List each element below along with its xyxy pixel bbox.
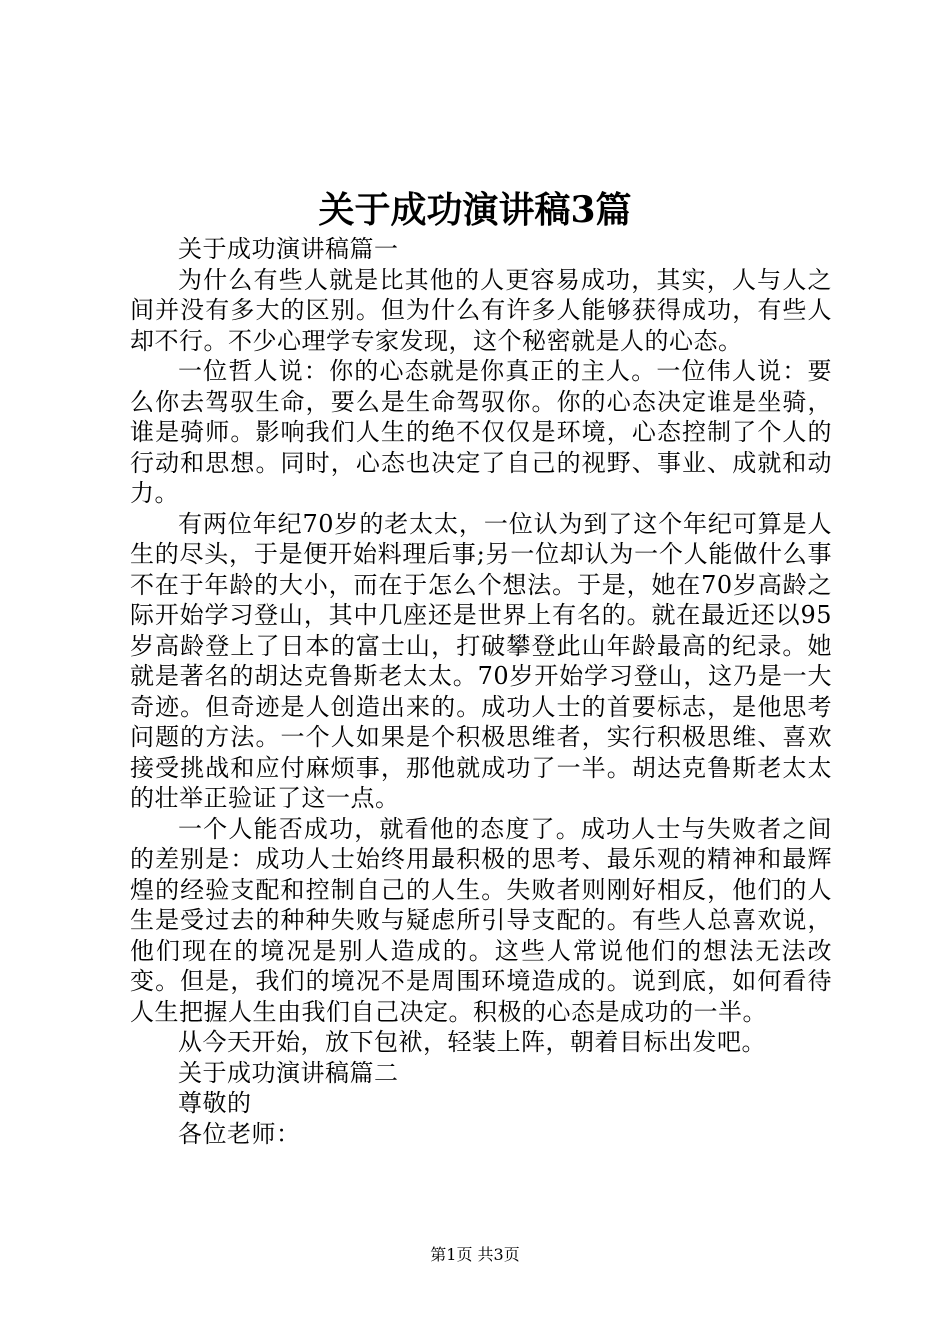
document-body xyxy=(130,234,832,1149)
document-title: 关于成功演讲稿3篇 xyxy=(318,189,632,231)
body-paragraph: 从今天开始，放下包袱，轻装上阵，朝着目标出发吧。 xyxy=(178,1028,766,1056)
section-heading-two: 关于成功演讲稿篇二 xyxy=(178,1058,399,1087)
page-footer: 第1页 共3页 xyxy=(430,1245,520,1264)
body-paragraph: 一个人能否成功，就看他的态度了。成功人士与失败者之间的差别是：成功人士始终用最积极的思考、最乐观的精神和最辉煌的经验支配和控制自己的人生。失败者则刚好相反，他们的人生是受过去的种种失败与疑虑所引导支配的。有些人总喜欢说，他们现在的境况是别人造成的。这些人常说他们的想法无法改变。但是，我们的境况不是周围环境造成的。说到底，如何看待人生把握人生由我们自己决定。积极的心态是成功的一半。 xyxy=(130,814,832,1026)
body-paragraph: 有两位年纪70岁的老太太，一位认为到了这个年纪可算是人生的尽头，于是便开始料理后事;另一位却认为一个人能做什么事不在于年龄的大小，而在于怎么个想法。于是，她在70岁高龄之际开始学习登山，其中几座还是世界上有名的。就在最近还以95岁高龄登上了日本的富士山，打破攀登此山年龄最高的纪录。她就是著名的胡达克鲁斯老太太。70岁开始学习登山，这乃是一大奇迹。但奇迹是人创造出来的。成功人士的首要标志，是他思考问题的方法。一个人如果是个积极思维者，实行积极思维、喜欢接受挑战和应付麻烦事，那他就成功了一半。胡达克鲁斯老太太的壮举正验证了这一点。 xyxy=(130,509,832,812)
salutation-line: 尊敬的 xyxy=(178,1089,252,1117)
salutation-line: 各位老师： xyxy=(178,1119,301,1148)
body-paragraph: 为什么有些人就是比其他的人更容易成功，其实，人与人之间并没有多大的区别。但为什么有许多人能够获得成功，有些人却不行。不少心理学专家发现，这个秘密就是人的心态。 xyxy=(130,265,832,355)
section-heading-one: 关于成功演讲稿篇一 xyxy=(178,235,399,263)
body-paragraph: 一位哲人说：你的心态就是你真正的主人。一位伟人说：要么你去驾驭生命，要么是生命驾驭你。你的心态决定谁是坐骑，谁是骑师。影响我们人生的绝不仅仅是环境，心态控制了个人的行动和思想。同时，心态也决定了自己的视野、事业、成就和动力。 xyxy=(130,357,832,507)
